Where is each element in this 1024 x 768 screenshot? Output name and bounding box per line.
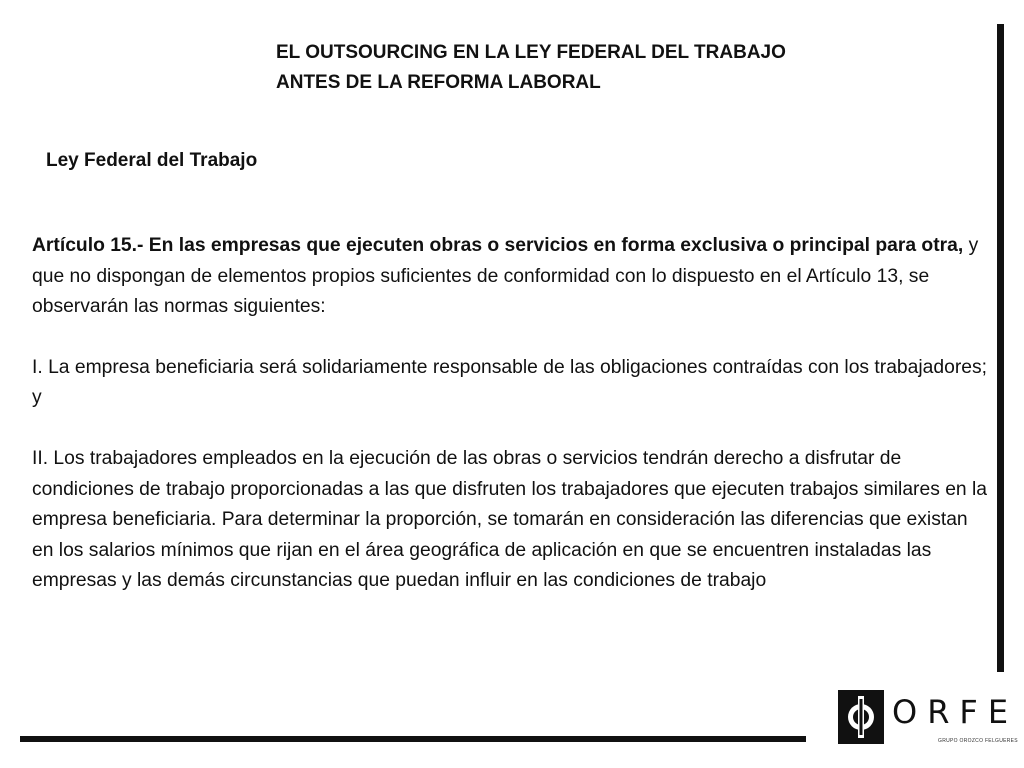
fraction-1: I. La empresa beneficiaria será solidariamente responsable de las obligaciones contraídas con los trabajadores; y xyxy=(32,356,987,409)
orfe-logo xyxy=(838,688,1019,750)
logo-tagline: GRUPO OROZCO FELGUERES xyxy=(938,738,1018,744)
article-intro-rest: y que no dispongan de elementos propios suficientes de conformidad con lo dispuesto en el Artículo 13, se observarán las normas siguientes: xyxy=(32,235,979,318)
fraction-2 xyxy=(32,444,992,597)
title-line-2: ANTES DE LA REFORMA LABORAL xyxy=(276,72,601,93)
horizontal-divider xyxy=(20,736,806,742)
article-intro xyxy=(32,231,992,323)
title-line-1: EL OUTSOURCING EN LA LEY FEDERAL DEL TRABAJO xyxy=(276,42,786,63)
orfe-logo-mark-icon xyxy=(838,690,884,744)
vertical-divider xyxy=(997,24,1004,672)
article-body xyxy=(32,231,992,597)
slide-title xyxy=(276,38,786,98)
logo-wordmark: ORFE xyxy=(892,693,1019,731)
fraction-2a: II. Los trabajadores empleados en la ejecución de las obras o servicios tendrán derecho a disfrutar de condiciones de trabajo proporcionadas a las que disfruten los trabajadores que ejecuten trabajos similares en la empresa beneficiaria. Para determinar la proporción, se tomarán en consideración las diferencias que existan xyxy=(32,447,988,531)
article-intro-bold: Artículo 15.- En las empresas que ejecuten obras o servicios en forma exclusiva o principal para otra, xyxy=(32,235,964,256)
fraction-2b: en los salarios mínimos que rijan en el área geográfica de aplicación en que se encuentren instaladas las empresas y las demás circunstancias que puedan influir en las condiciones de trabajo xyxy=(32,539,932,592)
subtitle: Ley Federal del Trabajo xyxy=(46,150,258,171)
